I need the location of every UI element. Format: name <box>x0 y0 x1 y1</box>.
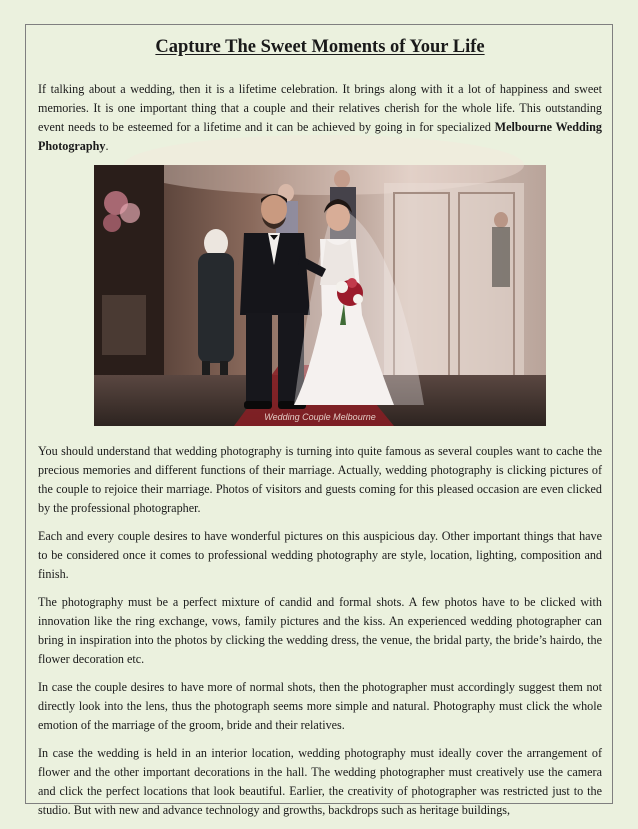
paragraph-3: The photography must be a perfect mixture of candid and formal shots. A few photos have to be clicked with innovation like the ring exchange, vows, family pictures and the kiss. An experienced wedding photographer can bring in inspiration into the photos by clicking the wedding dress, the venue, the bridal party, the bride’s hairdo, the flower decoration etc. <box>38 595 602 666</box>
document-body <box>38 37 602 829</box>
intro-text-end: . <box>105 139 109 153</box>
melbourne-wedding-photography-keyword: Melbourne Wedding Photography <box>38 120 603 153</box>
intro-text: If talking about a wedding, then it is a lifetime celebration. It brings along with it a lot of happiness and sweet memories. It is one important thing that a couple and their relatives cherish for the whole life. This outstanding event needs to be esteemed for a lifetime and it can be achieved by going in for specialized <box>38 82 602 134</box>
paragraph-2: Each and every couple desires to have wonderful pictures on this auspicious day. Other important things that have to be considered once it comes to professional wedding photography are style, location, lighting, composition and finish. <box>38 529 602 581</box>
page-frame <box>25 24 613 817</box>
wedding-photo-illustration <box>94 165 546 426</box>
paragraph-1: You should understand that wedding photography is turning into quite famous as several couples want to cache the precious memories and different functions of their marriage. Actually, wedding photography is clicking pictures of the couple to rejoice their marriage. Photos of visitors and guests coming for this pleased occasion are even clicked by the professional photographer. <box>38 444 602 515</box>
paragraph-4: In case the couple desires to have more of normal shots, then the photographer must accordingly suggest them not directly look into the lens, thus the photograph seems more simple and natural. Photography must click the whole emotion of the marriage of the groom, bride and their relatives. <box>38 680 602 732</box>
paragraph-5: In case the wedding is held in an interior location, wedding photography must ideally cover the arrangement of flower and the other important decorations in the hall. The wedding photographer must creatively use the camera and click the perfect locations that look beautiful. Earlier, the creativity of photographer was restricted just to the studio. But with new and advance technology and growths, backdrops such as heritage buildings, <box>38 746 602 817</box>
document-title: Capture The Sweet Moments of Your Life <box>155 37 485 57</box>
wedding-couple-photo <box>94 165 546 426</box>
photo-caption: Wedding Couple Melbourne <box>264 412 376 422</box>
photo-container <box>38 165 602 426</box>
